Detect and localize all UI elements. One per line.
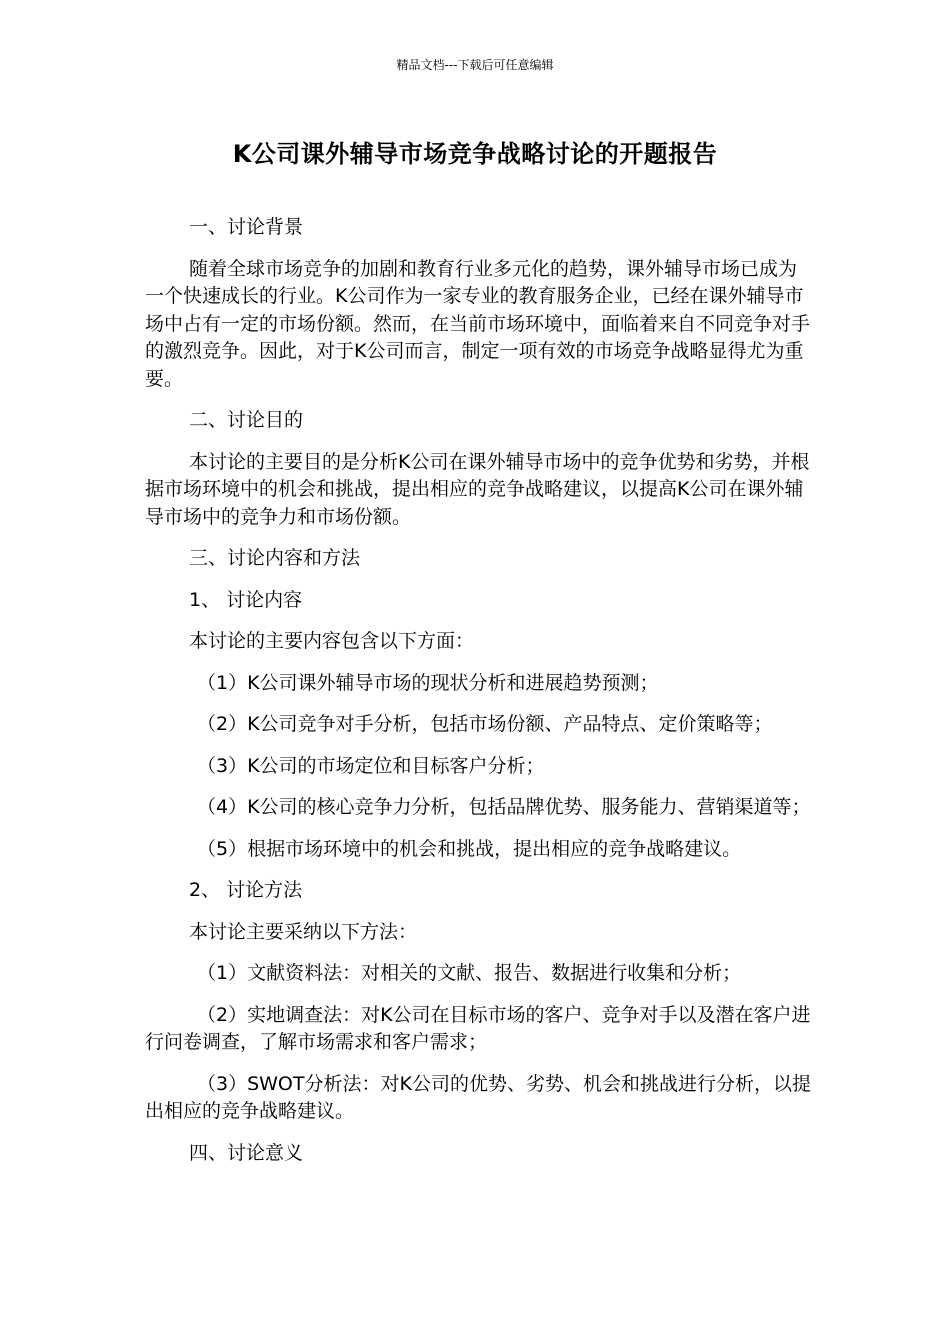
paragraph-method-intro: 本讨论主要采纳以下方法： — [189, 920, 418, 943]
section-heading-significance: 四、讨论意义 — [189, 1141, 304, 1164]
subsection-heading-content: 1、 讨论内容 — [189, 588, 303, 611]
list-item: （2）实地调查法：对K公司在目标市场的客户、竞争对手以及潜在客户进行问卷调查，了解市场需求和客户需求； — [145, 1003, 811, 1053]
section-heading-content-method: 三、讨论内容和方法 — [189, 547, 361, 569]
paragraph-background: 随着全球市场竞争的加剧和教育行业多元化的趋势，课外辅导市场已成为一个快速成长的行业。K公司作为一家专业的教育服务企业，已经在课外辅导市场中占有一定的市场份额。然而，在当前市场环境中，面临着来自不同竞争对手的激烈竞争。因此，对于K公司而言，制定一项有效的市场竞争战略显得尤为重要。 — [145, 257, 811, 390]
list-item: （4）K公司的核心竞争力分析，包括品牌优势、服务能力、营销渠道等； — [197, 796, 811, 818]
document-body — [145, 214, 813, 1181]
list-item: （2）K公司竞争对手分析，包括市场份额、产品特点、定价策略等； — [197, 713, 773, 735]
paragraph-content-intro: 本讨论的主要内容包含以下方面： — [189, 630, 475, 652]
list-item: （5）根据市场环境中的机会和挑战，提出相应的竞争战略建议。 — [197, 837, 742, 860]
list-item: （3）K公司的市场定位和目标客户分析； — [197, 754, 545, 777]
section-heading-background: 一、讨论背景 — [189, 216, 304, 238]
paragraph-purpose: 本讨论的主要目的是分析K公司在课外辅导市场中的竞争优势和劣势，并根据市场环境中的机会和挑战，提出相应的竞争战略建议，以提高K公司在课外辅导市场中的竞争力和市场份额。 — [145, 450, 810, 528]
list-item: （3）SWOT分析法：对K公司的优势、劣势、机会和挑战进行分析，以提出相应的竞争战略建议。 — [145, 1072, 811, 1122]
subsection-heading-method: 2、 讨论方法 — [189, 879, 303, 901]
page-header: 精品文档---下载后可任意编辑 — [396, 58, 554, 72]
list-item: （1）K公司课外辅导市场的现状分析和进展趋势预测； — [197, 671, 659, 694]
document-title: K公司课外辅导市场竞争战略讨论的开题报告 — [232, 140, 718, 168]
list-item: （1）文献资料法：对相关的文献、报告、数据进行收集和分析； — [197, 962, 742, 984]
section-heading-purpose: 二、讨论目的 — [189, 409, 304, 431]
